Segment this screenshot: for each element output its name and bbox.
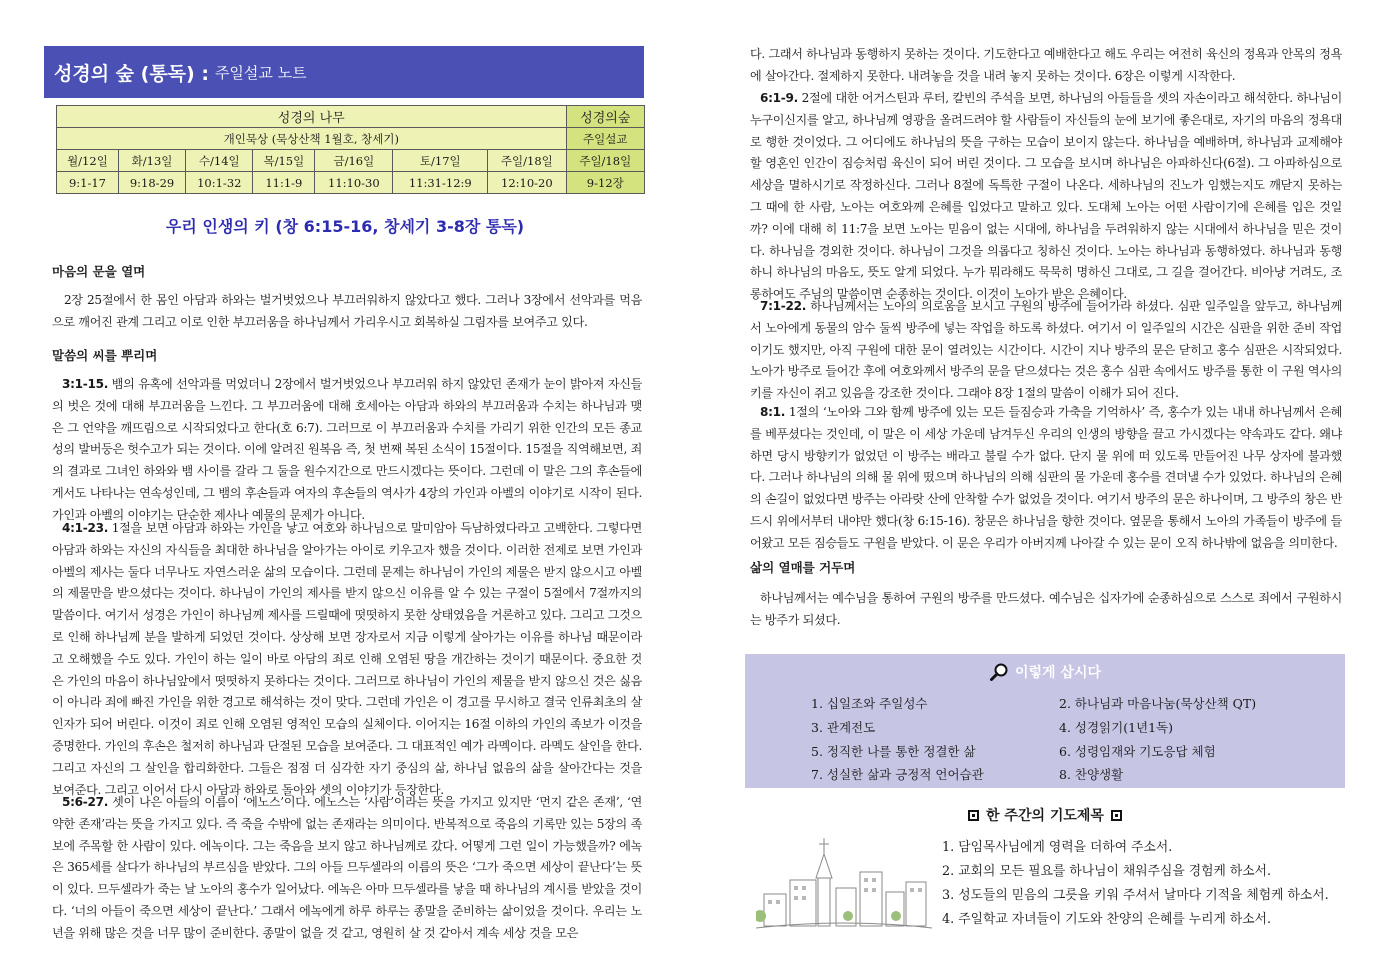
verse-ref: 4:1-23. — [62, 521, 109, 535]
schedule-day: 목/15일 — [253, 150, 315, 172]
paragraph-continued: 다. 그래서 하나님과 동행하지 못하는 것이다. 기도한다고 예배한다고 해도 우리는 여전히 육신의 정욕과 안목의 정욕에 살아간다. 절제하지 못한다. 내려놓을 것을 내려 놓지 못하는 것이다. 6장은 이렇게 시작한다. — [750, 47, 1342, 83]
schedule-day: 수/14일 — [186, 150, 253, 172]
header-bar — [44, 46, 644, 98]
live-item: 4. 성경읽기(1년1독) — [1059, 720, 1174, 735]
sermon-title: 우리 인생의 키 (창 6:15-16, 창세기 3-8장 통독) — [165, 217, 525, 236]
live-item: 2. 하나님과 마음나눔(묵상산책 QT) — [1059, 696, 1257, 711]
schedule-day: 화/13일 — [118, 150, 185, 172]
section-text-harvest: 하나님께서는 예수님을 통하여 구원의 방주를 만드셨다. 예수님은 십자가에 순종하심으로 스스로 죄에서 구원하시는 방주가 되셨다. — [750, 591, 1342, 627]
square-bullet-icon — [1111, 810, 1122, 821]
schedule-row1-right: 성경의숲 — [566, 106, 644, 128]
verse-ref: 3:1-15. — [62, 377, 109, 391]
schedule-range: 9:18-29 — [118, 172, 185, 194]
schedule-range: 9-12장 — [566, 172, 644, 194]
live-box — [745, 654, 1345, 788]
live-item: 7. 성실한 삶과 긍정적 언어습관 — [811, 767, 984, 782]
paragraph-text: 2절에 대한 어거스틴과 루터, 칼빈의 주석을 보면, 하나님의 아들들을 셋의 자손이라고 해석한다. 하나님이 누구이신지를 알고, 하나님께 영광을 올려드려야 할 사람들이 자신들의 눈에 보기에 좋은대로, 자기의 마음의 정욕대로 행한 것이었다. 그 어디에도 하나님의 뜻을 구하는 모습이 보이지 않는다. 하나님을 예배하며, 하나님과 교제해야 할 영혼인 인간이 짐승처럼 육신이 되어 버린 것이다. 그 모습을 보시며 하나님은 아파하신다(6절). 그 아파하심으로 세상을 멸하시기로 작정하신다. 그러나 8절에 독특한 구절이 나온다. 세하나님의 진노가 임했는지도 깨닫지 못하는 그 때에 한 사람, 노아는 여호와께 은혜를 입었다고 말하고 있다. 도대체 노아는 어떤 사람이기에 은혜를 입은 것일까? 이에 대해 히 11:7을 보면 노아는 믿음이 없는 시대에, 하나님을 두려워하지 않는 시대에서 하나님을 믿은 것이다. 하나님을 경외한 것이다. 하나님이 그것을 의롭다고 칭하신 것이다. 노아는 하나님과 동행하였다. 하나님과 동행하니 하나님의 마음도, 뜻도 알게 되었다. 누가 뭐라해도 묵묵히 명하신 그대로, 그 길을 걸어간다. 비아냥 거려도, 조롱하여도 주님의 말씀이면 순종하는 것이다. 이것이 노아가 받은 은혜이다. — [750, 91, 1342, 302]
prayer-title-text: 한 주간의 기도제목 — [986, 808, 1104, 824]
schedule-table — [56, 105, 645, 194]
prayer-item: 1. 담임목사님에게 영력을 더하여 주소서. — [942, 840, 1173, 855]
schedule-range: 11:31-12:9 — [393, 172, 488, 194]
magnifier-icon — [989, 662, 1009, 682]
paragraph-text: 셋이 나은 아들의 이름이 ‘에노스’이다. 에노스는 ‘사람’이라는 뜻을 가지고 있지만 ‘먼지 같은 존재’, ‘연약한 존재’라는 뜻을 가지고 있다. 즉 죽을 수밖에 없는 존재라는 의미이다. 반복적으로 죽음의 기록만 있는 5장의 족보에 주목할 한 사람이 있다. 에녹이다. 그는 죽음을 보지 않고 하나님께로 갔다. 어떻게 그런 일이 가능했을까? 에녹은 365세를 살다가 하나님의 부르심을 받았다. 그의 아들 므두셀라의 이름의 뜻은 ‘그가 죽으면 세상이 끝난다’는 뜻이 있다. 므두셀라가 죽는 날 노아의 홍수가 일어났다. 에녹은 아마 므두셀라를 낳을 때 하나님의 계시를 받았을 것이다. ‘너의 아들이 죽으면 세상이 끝난다.’ 그래서 에녹에게 하루 하루는 종말을 준비하는 삶이었을 것이다. 우리는 노년을 위해 많은 것을 너무 많이 준비한다. 종말이 없을 것 같고, 영원히 살 것 같아서 계속 세상 것을 모은 — [52, 795, 642, 940]
paragraph-text: 하나님께서는 노아의 의로움을 보시고 구원의 방주에 들어가라 하셨다. 심판 일주일을 앞두고, 하나님께서 노아에게 동물의 암수 둘씩 방주에 넣는 작업을 하도록 하셨다. 여기서 이 일주일의 시간은 심판을 위한 준비 작업이기도 했지만, 아직 구원에 대한 문이 열려있는 시간이다. 시간이 지나 방주의 문은 닫히고 홍수 심판은 시작되었다. 노아가 방주로 들어간 후에 여호와께서 방주의 문을 닫으셨다는 것은 홍수 심판 속에서도 방주를 통한 이 구원 역사의 키를 자신이 쥐고 있음을 강조한 것이다. 그래야 8장 1절의 말씀이 이해가 되어 진다. — [750, 299, 1342, 401]
live-item: 8. 찬양생활 — [1059, 767, 1124, 782]
live-box-title — [745, 654, 1345, 690]
header-title: 성경의 숲 (통독) : — [54, 62, 209, 85]
live-item: 1. 십일조와 주일성수 — [811, 696, 928, 711]
live-item: 6. 성령임재와 기도응답 체험 — [1059, 744, 1216, 759]
schedule-range: 11:1-9 — [253, 172, 315, 194]
schedule-range: 11:10-30 — [315, 172, 393, 194]
section-heading-open-heart: 마음의 문을 열며 — [52, 264, 146, 279]
section-heading-sow-word: 말씀의 씨를 뿌리며 — [52, 348, 158, 363]
schedule-day: 월/12일 — [57, 150, 119, 172]
schedule-row1-left: 성경의 나무 — [57, 106, 567, 128]
schedule-day: 금/16일 — [315, 150, 393, 172]
section-text-open-heart: 2장 25절에서 한 몸인 아담과 하와는 벌거벗었으나 부끄러워하지 않았다고 했다. 그러나 3장에서 선악과를 먹음으로 깨어진 관계 그리고 이로 인한 부끄러움을 하나님께서 가리우시고 회복하실 그림자를 보여주고 있다. — [52, 293, 642, 329]
schedule-day: 주일/18일 — [566, 150, 644, 172]
schedule-day: 주일/18일 — [488, 150, 566, 172]
paragraph-text: 1절의 ‘노아와 그와 함께 방주에 있는 모든 들짐승과 가축을 기억하사’ 즉, 홍수가 있는 내내 하나님께서 은혜를 베푸셨다는 것인데, 이 말은 이 세상 가운데 남겨두신 우리의 인생의 방향을 끌고 가시겠다는 약속과도 같다. 왜냐하면 당시 방향키가 없었던 이 방주는 배라고 불릴 수가 없다. 단지 물 위에 떠 있도록 만들어진 나무 상자에 불과했다. 그러나 하나님의 의해 물 위에 떴으며 하나님의 의해 심판의 물 가운데 홍수를 견뎌낼 수가 있었다. 하나님의 은혜의 손길이 없었다면 방주는 아라랏 산에 안착할 수가 없었을 것이다. 여기서 방주의 문은 하나이며, 그 방주의 창은 반드시 위에서부터 내야만 했다(창 6:15-16). 창문은 하나님을 향한 것이다. 옆문을 통해서 노아의 가족들이 방주에 들어왔고 모든 짐승들도 구원을 받았다. 이 문은 우리가 아버지께 나아갈 수 있는 문이 오직 하나밖에 없음을 의미한다. — [750, 405, 1343, 550]
verse-ref: 5:6-27. — [62, 795, 109, 809]
paragraph-4-1-23 — [52, 518, 642, 801]
paragraph-7-1-22 — [750, 296, 1342, 405]
prayer-title — [745, 805, 1345, 825]
schedule-range: 10:1-32 — [186, 172, 253, 194]
verse-ref: 7:1-22. — [760, 299, 807, 313]
square-bullet-icon — [968, 810, 979, 821]
header-subtitle: 주일설교 노트 — [214, 63, 307, 82]
live-item: 3. 관계전도 — [811, 720, 876, 735]
live-item: 5. 정직한 나를 통한 정결한 삶 — [811, 744, 976, 759]
paragraph-5-6-27 — [52, 792, 642, 945]
prayer-item: 2. 교회의 모든 필요를 하나님이 채워주심을 경험케 하소서. — [942, 864, 1272, 879]
schedule-row2-left: 개인묵상 (묵상산책 1월호, 창세기) — [57, 128, 567, 150]
prayer-item: 4. 주일학교 자녀들이 기도와 찬양의 은혜를 누리게 하소서. — [942, 912, 1272, 927]
prayer-item: 3. 성도들의 믿음의 그릇을 키워 주셔서 날마다 기적을 체험케 하소서. — [942, 888, 1329, 903]
schedule-range: 9:1-17 — [57, 172, 119, 194]
verse-ref: 6:1-9. — [760, 91, 798, 105]
schedule-range: 12:10-20 — [488, 172, 566, 194]
schedule-day: 토/17일 — [393, 150, 488, 172]
live-box-title-text: 이렇게 삽시다 — [1014, 665, 1102, 681]
paragraph-8-1 — [750, 402, 1342, 555]
paragraph-3-1-15 — [52, 374, 642, 527]
paragraph-text: 1절을 보면 아담과 하와는 가인을 낳고 여호와 하나님으로 말미암아 득남하였다라고 고백한다. 그렇다면 아담과 하와는 자신의 자식들을 최대한 하나님을 알아가는 아이로 키우고자 했을 것이다. 이러한 전제로 보면 가인과 아벨의 제사는 둘다 너무나도 자연스러운 삶의 모습이다. 그런데 문제는 하나님이 가인의 제물은 받지 않으시고 아벨의 제물만을 받으셨다는 것이다. 하나님이 가인의 제사를 받지 않으신 이유를 알 수 있는 구절이 5절에서 7절까지의 말씀이다. 여기서 성경은 가인이 하나님께 제사를 드릴때에 떳떳하지 못한 상태였음을 거론하고 있다. 그리고 그것으로 인해 하나님께 분을 발하게 되었던 것이다. 상상해 보면 장자로서 지금 이렇게 살아가는 이유를 하나님 때문이라고 오해했을 수도 있다. 가인이 하는 일이 바로 아담의 죄로 인해 오염된 땅을 개간하는 것이기 때문이다. 중요한 것은 가인의 마음이 하나님앞에서 떳떳하지 못하다는 것이다. 그러므로 하나님이 가인의 제물을 받지 않으신 것은 싫음이 아니라 죄에 빠진 가인을 위한 경고로 해석하는 것이 맞다. 그런데 가인은 이 경고를 무시하고 결국 인류최초의 살인자가 되어 버린다. 이것이 죄로 인해 오염된 영적인 모습의 실체이다. 이어지는 16절 이하의 가인의 족보가 이것을 증명한다. 가인의 후손은 철저히 하나님과 단절된 모습을 보여준다. 그 대표적인 예가 라멕이다. 라멕도 살인을 한다. 그리고 자신의 그 살인을 합리화한다. 그들은 점점 더 심각한 자기 중심의 삶, 하나님 없음의 삶을 살아간다는 것을 보여준다. 그리고 이어서 다시 아담과 하와로 돌아와 셋의 이야기가 등장한다. — [52, 521, 642, 797]
paragraph-text: 뱀의 유혹에 선악과를 먹었더니 2장에서 벌거벗었으나 부끄러워 하지 않았던 존재가 눈이 밝아져 자신들의 벗은 것에 대해 부끄러움을 느낀다. 그 부끄러움에 대해 호세아는 아담과 하와의 부끄러움과 수치는 하나님과 맺은 그 언약을 깨뜨림으로 시작되었다고 한다(호 6:7). 그러므로 이 부끄러움과 수치를 가리기 위한 인간의 모든 종교성의 발버둥은 헛수고가 되는 것이다. 이에 알려진 원복음 즉, 첫 번째 복된 소식이 15절이다. 15절을 직역해보면, 죄의 결과로 그녀인 하와와 뱀 사이를 갈라 그 둘을 원수지간으로 만드시겠다는 뜻이다. 그런데 이 말은 그의 후손들에게서도 나타나는 연속성인데, 그 뱀의 후손들과 여자의 후손들의 역사가 4장의 가인과 아벨의 이야기로 시작이 된다. 가인과 아벨의 이야기는 단순한 제사나 예물의 문제가 아니다. — [52, 377, 642, 522]
paragraph-6-1-9 — [750, 88, 1342, 306]
church-town-illustration — [756, 832, 932, 932]
schedule-row2-right: 주일설교 — [566, 128, 644, 150]
verse-ref: 8:1. — [760, 405, 786, 419]
section-heading-harvest: 삶의 열매를 거두며 — [750, 560, 856, 575]
